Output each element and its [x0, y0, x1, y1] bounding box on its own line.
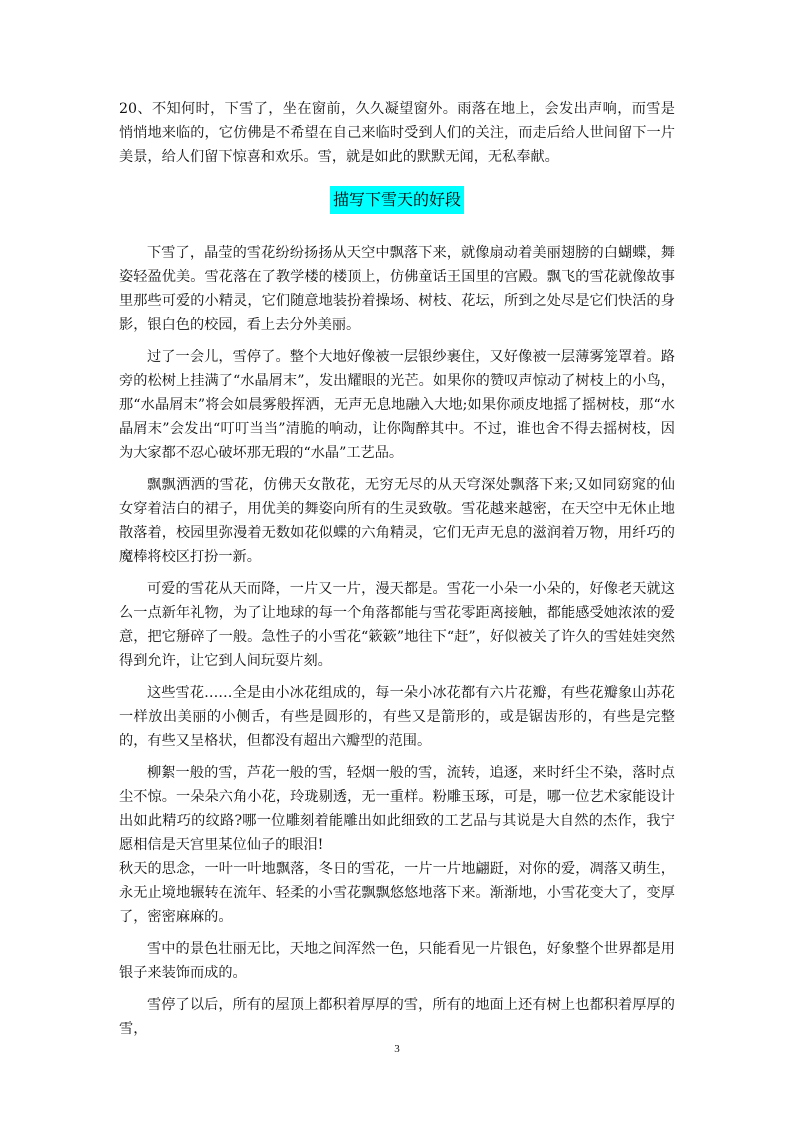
- section-heading: 描写下雪天的好段: [330, 186, 464, 214]
- paragraph-snowfall: 下雪了，晶莹的雪花纷纷扬扬从天空中飘落下来，就像扇动着美丽翅膀的白蝴蝶，舞姿轻盈优美。雪花落在了教学楼的楼顶上，仿佛童话王国里的宫殿。飘飞的雪花就像故事里那些可爱的小精灵，它们随意地装扮着操场、树枝、花坛，所到之处尽是它们快活的身影，银白色的校园，看上去分外美丽。: [119, 245, 675, 333]
- section-heading-wrap: [0, 186, 794, 214]
- paragraph-after-snow: 过了一会儿，雪停了。整个大地好像被一层银纱裹住，又好像被一层薄雾笼罩着。路旁的松树上挂满了“水晶屑末”，发出耀眼的光芒。如果你的赞叹声惊动了树枝上的小鸟，那“水晶屑末”将会如晨雾般挥洒，无声无息地融入大地;如果你顽皮地摇了摇树枝，那“水晶屑末”会发出“叮叮当当”清脆的响动，让你陶醉其中。不过，谁也舍不得去摇树枝，因为大家都不忍心破坏那无瑕的“水晶”工艺品。: [119, 349, 675, 461]
- paragraph-autumn-longing: 秋天的思念，一叶一叶地飘落，冬日的雪花，一片一片地翩跹，对你的爱，凋落又萌生，永无止境地辗转在流年、轻柔的小雪花飘飘悠悠地落下来。渐渐地，小雪花变大了，变厚了，密密麻麻的。: [119, 861, 675, 925]
- paragraph-silver-world: 雪中的景色壮丽无比，天地之间浑然一色，只能看见一片银色，好象整个世界都是用银子来装饰而成的。: [119, 941, 675, 981]
- paragraph-fairy-snow: 飘飘洒洒的雪花，仿佛天女散花，无穷无尽的从天穹深处飘落下来;又如同窈窕的仙女穿着洁白的裙子，用优美的舞姿向所有的生灵致敬。雪花越来越密，在天空中无休止地散落着，校园里弥漫着无数如花似蝶的六角精灵，它们无声无息的滋润着万物，用纤巧的魔棒将校区打扮一新。: [119, 477, 675, 565]
- paragraph-gift-snow: 可爱的雪花从天而降，一片又一片，漫天都是。雪花一小朵一小朵的，好像老天就这么一点新年礼物，为了让地球的每一个角落都能与雪花零距离接触，都能感受她浓浓的爱意，把它掰碎了一般。急性子的小雪花“簌簌”地往下“赶”，好似被关了许久的雪娃娃突然得到允许，让它到人间玩耍片刻。: [119, 581, 675, 669]
- paragraph-willow-snow: 柳絮一般的雪，芦花一般的雪，轻烟一般的雪，流转，追逐，来时纤尘不染，落时点尘不惊。一朵朵六角小花，玲珑剔透，无一重样。粉雕玉琢，可是，哪一位艺术家能设计出如此精巧的纹路?哪一位雕刻着能雕出如此细致的工艺品与其说是大自然的杰作，我宁愿相信是天宫里某位仙子的眼泪!: [119, 765, 675, 853]
- paragraph-20: 20、不知何时，下雪了，坐在窗前，久久凝望窗外。雨落在地上，会发出声响，而雪是悄悄地来临的，它仿佛是不希望在自己来临时受到人们的关注，而走后给人世间留下一片美景，给人们留下惊喜和欢乐。雪，就是如此的默默无闻，无私奉献。: [119, 101, 675, 165]
- paragraph-ice-flowers: 这些雪花……全是由小冰花组成的，每一朵小冰花都有六片花瓣，有些花瓣象山苏花一样放出美丽的小侧舌，有些是圆形的，有些又是箭形的，或是锯齿形的，有些是完整的，有些又呈格状，但都没有超出六瓣型的范围。: [119, 685, 675, 749]
- paragraph-after-stop: 雪停了以后，所有的屋顶上都积着厚厚的雪，所有的地面上还有树上也都积着厚厚的雪，: [119, 997, 675, 1037]
- page-number: 3: [394, 1043, 400, 1055]
